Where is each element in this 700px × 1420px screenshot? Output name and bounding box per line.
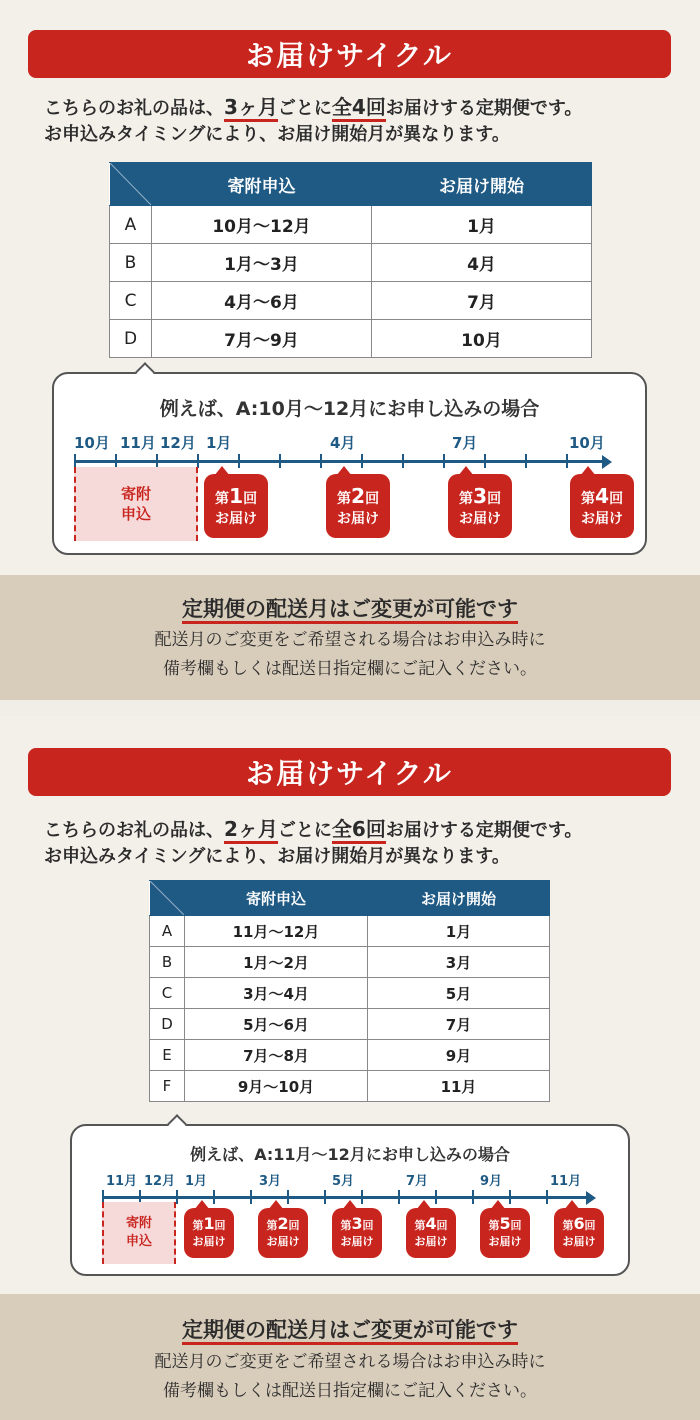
timeline-tick	[398, 1190, 400, 1204]
table-corner	[110, 163, 152, 206]
section-title: お届けサイクル	[28, 748, 671, 796]
row-key: C	[110, 282, 152, 320]
intro-text	[44, 816, 582, 870]
example-heading: 例えば、A:11月〜12月にお申し込みの場合	[190, 1145, 510, 1164]
delivery-badge: 第2回 お届け	[326, 474, 390, 538]
notice-heading: 定期便の配送月はご変更が可能です	[0, 593, 700, 623]
month-label: 4月	[330, 434, 356, 452]
timeline-tick	[115, 454, 117, 468]
delivery-badge: 第6回 お届け	[554, 1208, 604, 1258]
month-label: 11月	[550, 1174, 582, 1189]
timeline-tick	[525, 454, 527, 468]
row-key: D	[150, 1009, 185, 1040]
row-key: C	[150, 978, 185, 1009]
notice-panel	[0, 1294, 700, 1420]
example-heading: 例えば、A:10月〜12月にお申し込みの場合	[159, 398, 540, 420]
intro-text	[44, 94, 582, 148]
row-start: 10月	[372, 320, 592, 358]
example-callout	[70, 1124, 630, 1276]
row-start: 5月	[368, 978, 550, 1009]
corner-diagonal	[150, 881, 184, 915]
section-title: お届けサイクル	[28, 30, 671, 78]
month-label: 11月	[120, 434, 156, 452]
schedule-table	[149, 880, 550, 1102]
row-key: E	[150, 1040, 185, 1071]
timeline-tick	[472, 1190, 474, 1204]
timeline-line	[102, 1196, 588, 1199]
table-row	[150, 1040, 550, 1071]
row-apply: 3月〜4月	[185, 978, 368, 1009]
row-apply: 4月〜6月	[152, 282, 372, 320]
month-label: 10月	[74, 434, 110, 452]
timeline-tick	[361, 454, 363, 468]
timeline-tick	[238, 454, 240, 468]
notice-body: 配送月のご変更をご希望される場合はお申込み時に 備考欄もしくは配送日指定欄にご記入ください。	[154, 1352, 546, 1401]
month-label: 5月	[332, 1174, 355, 1189]
month-label: 7月	[406, 1174, 429, 1189]
notice-body: 配送月のご変更をご希望される場合はお申込み時に 備考欄もしくは配送日指定欄にご記入ください。	[154, 630, 546, 679]
timeline-tick	[176, 1190, 178, 1204]
row-start: 7月	[372, 282, 592, 320]
timeline-arrow	[602, 455, 612, 469]
table-row	[150, 916, 550, 947]
timeline-tick	[402, 454, 404, 468]
month-label: 12月	[160, 434, 196, 452]
intro-line-2: お申込みタイミングにより、お届け開始月が異なります。	[44, 846, 510, 867]
row-key: B	[150, 947, 185, 978]
intro-line-1: こちらのお礼の品は、2ヶ月ごとに全6回お届けする定期便です。	[44, 816, 582, 844]
timeline-tick	[509, 1190, 511, 1204]
schedule-table	[109, 162, 592, 358]
row-key: A	[150, 916, 185, 947]
timeline-tick	[213, 1190, 215, 1204]
timeline-tick	[546, 1190, 548, 1204]
row-start: 1月	[368, 916, 550, 947]
month-label: 3月	[259, 1174, 282, 1189]
timeline-tick	[566, 454, 568, 468]
delivery-badge: 第3回 お届け	[448, 474, 512, 538]
notice-heading: 定期便の配送月はご変更が可能です	[0, 1314, 700, 1344]
header-apply: 寄附申込	[152, 163, 372, 206]
timeline-tick	[287, 1190, 289, 1204]
timeline-tick	[484, 454, 486, 468]
row-key: D	[110, 320, 152, 358]
table-row	[150, 978, 550, 1009]
timeline-tick	[324, 1190, 326, 1204]
header-apply: 寄附申込	[185, 881, 368, 916]
delivery-badge: 第5回 お届け	[480, 1208, 530, 1258]
timeline-tick	[279, 454, 281, 468]
row-start: 11月	[368, 1071, 550, 1102]
row-start: 3月	[368, 947, 550, 978]
month-label: 1月	[185, 1174, 208, 1189]
table-corner	[150, 881, 185, 916]
timeline-tick	[361, 1190, 363, 1204]
row-key: A	[110, 206, 152, 244]
row-start: 7月	[368, 1009, 550, 1040]
delivery-cycle-section-2	[0, 716, 700, 1420]
month-label: 1月	[206, 434, 232, 452]
month-label: 12月	[144, 1174, 176, 1189]
table-row	[110, 244, 592, 282]
table-row	[110, 282, 592, 320]
table-row	[150, 947, 550, 978]
timeline-tick	[74, 454, 76, 468]
row-apply: 1月〜2月	[185, 947, 368, 978]
table-row	[110, 206, 592, 244]
notice-panel	[0, 575, 700, 700]
row-apply: 10月〜12月	[152, 206, 372, 244]
intro-line-2: お申込みタイミングにより、お届け開始月が異なります。	[44, 124, 510, 145]
count-highlight: 全6回	[332, 817, 386, 844]
row-apply: 1月〜3月	[152, 244, 372, 282]
row-start: 1月	[372, 206, 592, 244]
month-label: 9月	[480, 1174, 503, 1189]
row-key: B	[110, 244, 152, 282]
corner-diagonal	[110, 163, 151, 205]
month-label: 10月	[569, 434, 605, 452]
timeline-tick	[435, 1190, 437, 1204]
row-key: F	[150, 1071, 185, 1102]
apply-period-box: 寄附 申込	[74, 467, 198, 541]
row-apply: 5月〜6月	[185, 1009, 368, 1040]
delivery-cycle-section-1	[0, 0, 700, 700]
timeline-arrow	[586, 1191, 596, 1205]
delivery-badge: 第1回 お届け	[184, 1208, 234, 1258]
table-row	[110, 320, 592, 358]
delivery-badge: 第3回 お届け	[332, 1208, 382, 1258]
header-start: お届け開始	[368, 881, 550, 916]
timeline-tick	[197, 454, 199, 468]
delivery-badge: 第1回 お届け	[204, 474, 268, 538]
delivery-badge: 第4回 お届け	[570, 474, 634, 538]
month-label: 7月	[452, 434, 478, 452]
intro-line-1: こちらのお礼の品は、3ヶ月ごとに全4回お届けする定期便です。	[44, 94, 582, 122]
row-apply: 7月〜8月	[185, 1040, 368, 1071]
timeline-tick	[320, 454, 322, 468]
count-highlight: 全4回	[332, 95, 386, 122]
example-callout	[52, 372, 647, 555]
delivery-badge: 第4回 お届け	[406, 1208, 456, 1258]
row-apply: 7月〜9月	[152, 320, 372, 358]
row-apply: 9月〜10月	[185, 1071, 368, 1102]
month-label: 11月	[106, 1174, 138, 1189]
timeline-tick	[250, 1190, 252, 1204]
table-row	[150, 1009, 550, 1040]
timeline-tick	[156, 454, 158, 468]
cycle-highlight: 3ヶ月	[224, 95, 278, 122]
cycle-highlight: 2ヶ月	[224, 817, 278, 844]
delivery-badge: 第2回 お届け	[258, 1208, 308, 1258]
header-start: お届け開始	[372, 163, 592, 206]
table-row	[150, 1071, 550, 1102]
row-start: 9月	[368, 1040, 550, 1071]
timeline-tick	[443, 454, 445, 468]
row-start: 4月	[372, 244, 592, 282]
row-apply: 11月〜12月	[185, 916, 368, 947]
apply-period-box: 寄附 申込	[102, 1202, 176, 1264]
